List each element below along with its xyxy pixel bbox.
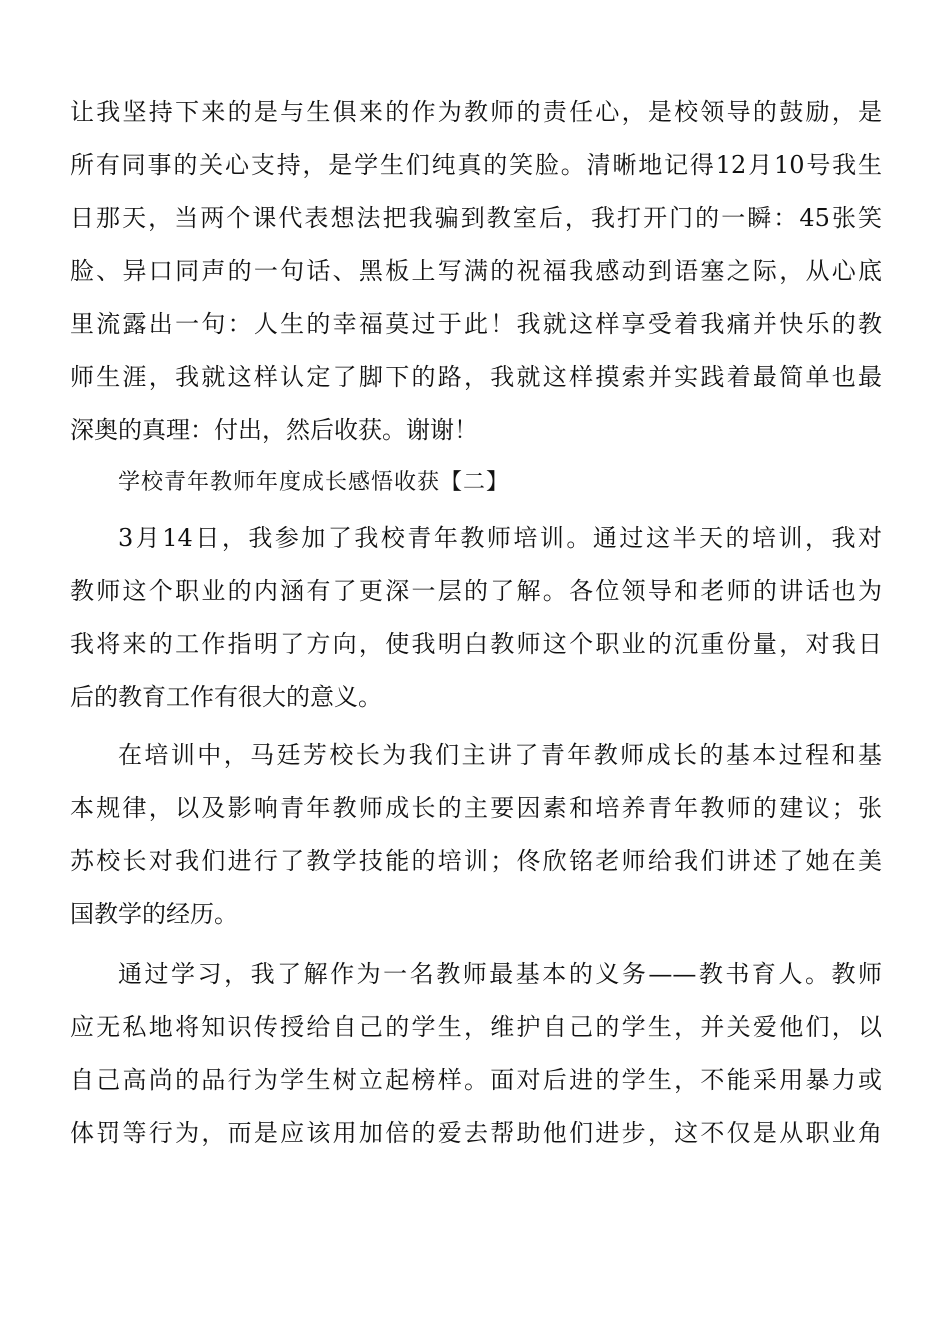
paragraph-1-line-2: 所有同事的关心支持，是学生们纯真的笑脸。清晰地记得12月10号我生: [70, 151, 882, 179]
paragraph-4-line-2: 应无私地将知识传授给自己的学生，维护自己的学生，并关爱他们，以: [70, 1013, 882, 1041]
paragraph-2-line-2: 教师这个职业的内涵有了更深一层的了解。各位领导和老师的讲话也为: [70, 577, 882, 605]
paragraph-3-line-3: 苏校长对我们进行了教学技能的培训；佟欣铭老师给我们讲述了她在美: [70, 847, 882, 875]
paragraph-2-line-1: 3月14日，我参加了我校青年教师培训。通过这半天的培训，我对: [118, 524, 882, 552]
paragraph-1-line-5: 里流露出一句：人生的幸福莫过于此！我就这样享受着我痛并快乐的教: [70, 310, 882, 338]
paragraph-1-line-4: 脸、异口同声的一句话、黑板上写满的祝福我感动到语塞之际，从心底: [70, 257, 882, 285]
paragraph-4-line-4: 体罚等行为，而是应该用加倍的爱去帮助他们进步，这不仅是从职业角: [70, 1119, 882, 1147]
paragraph-4-line-3: 自己高尚的品行为学生树立起榜样。面对后进的学生，不能采用暴力或: [70, 1066, 882, 1094]
paragraph-2-line-4: 后的教育工作有很大的意义。: [70, 683, 382, 711]
paragraph-3-line-4: 国教学的经历。: [70, 900, 238, 928]
paragraph-1-line-3: 日那天，当两个课代表想法把我骗到教室后，我打开门的一瞬：45张笑: [70, 204, 882, 232]
paragraph-3-line-1: 在培训中，马廷芳校长为我们主讲了青年教师成长的基本过程和基: [118, 741, 882, 769]
paragraph-1-line-1: 让我坚持下来的是与生俱来的作为教师的责任心，是校领导的鼓励，是: [70, 98, 882, 126]
paragraph-3-line-2: 本规律，以及影响青年教师成长的主要因素和培养青年教师的建议；张: [70, 794, 882, 822]
section-title: 学校青年教师年度成长感悟收获【二】: [118, 470, 510, 495]
paragraph-1-line-6: 师生涯，我就这样认定了脚下的路，我就这样摸索并实践着最简单也最: [70, 363, 882, 391]
paragraph-2-line-3: 我将来的工作指明了方向，使我明白教师这个职业的沉重份量，对我日: [70, 630, 882, 658]
paragraph-4-line-1: 通过学习，我了解作为一名教师最基本的义务——教书育人。教师: [118, 960, 882, 988]
paragraph-1-line-7: 深奥的真理：付出，然后收获。谢谢！: [70, 416, 478, 444]
